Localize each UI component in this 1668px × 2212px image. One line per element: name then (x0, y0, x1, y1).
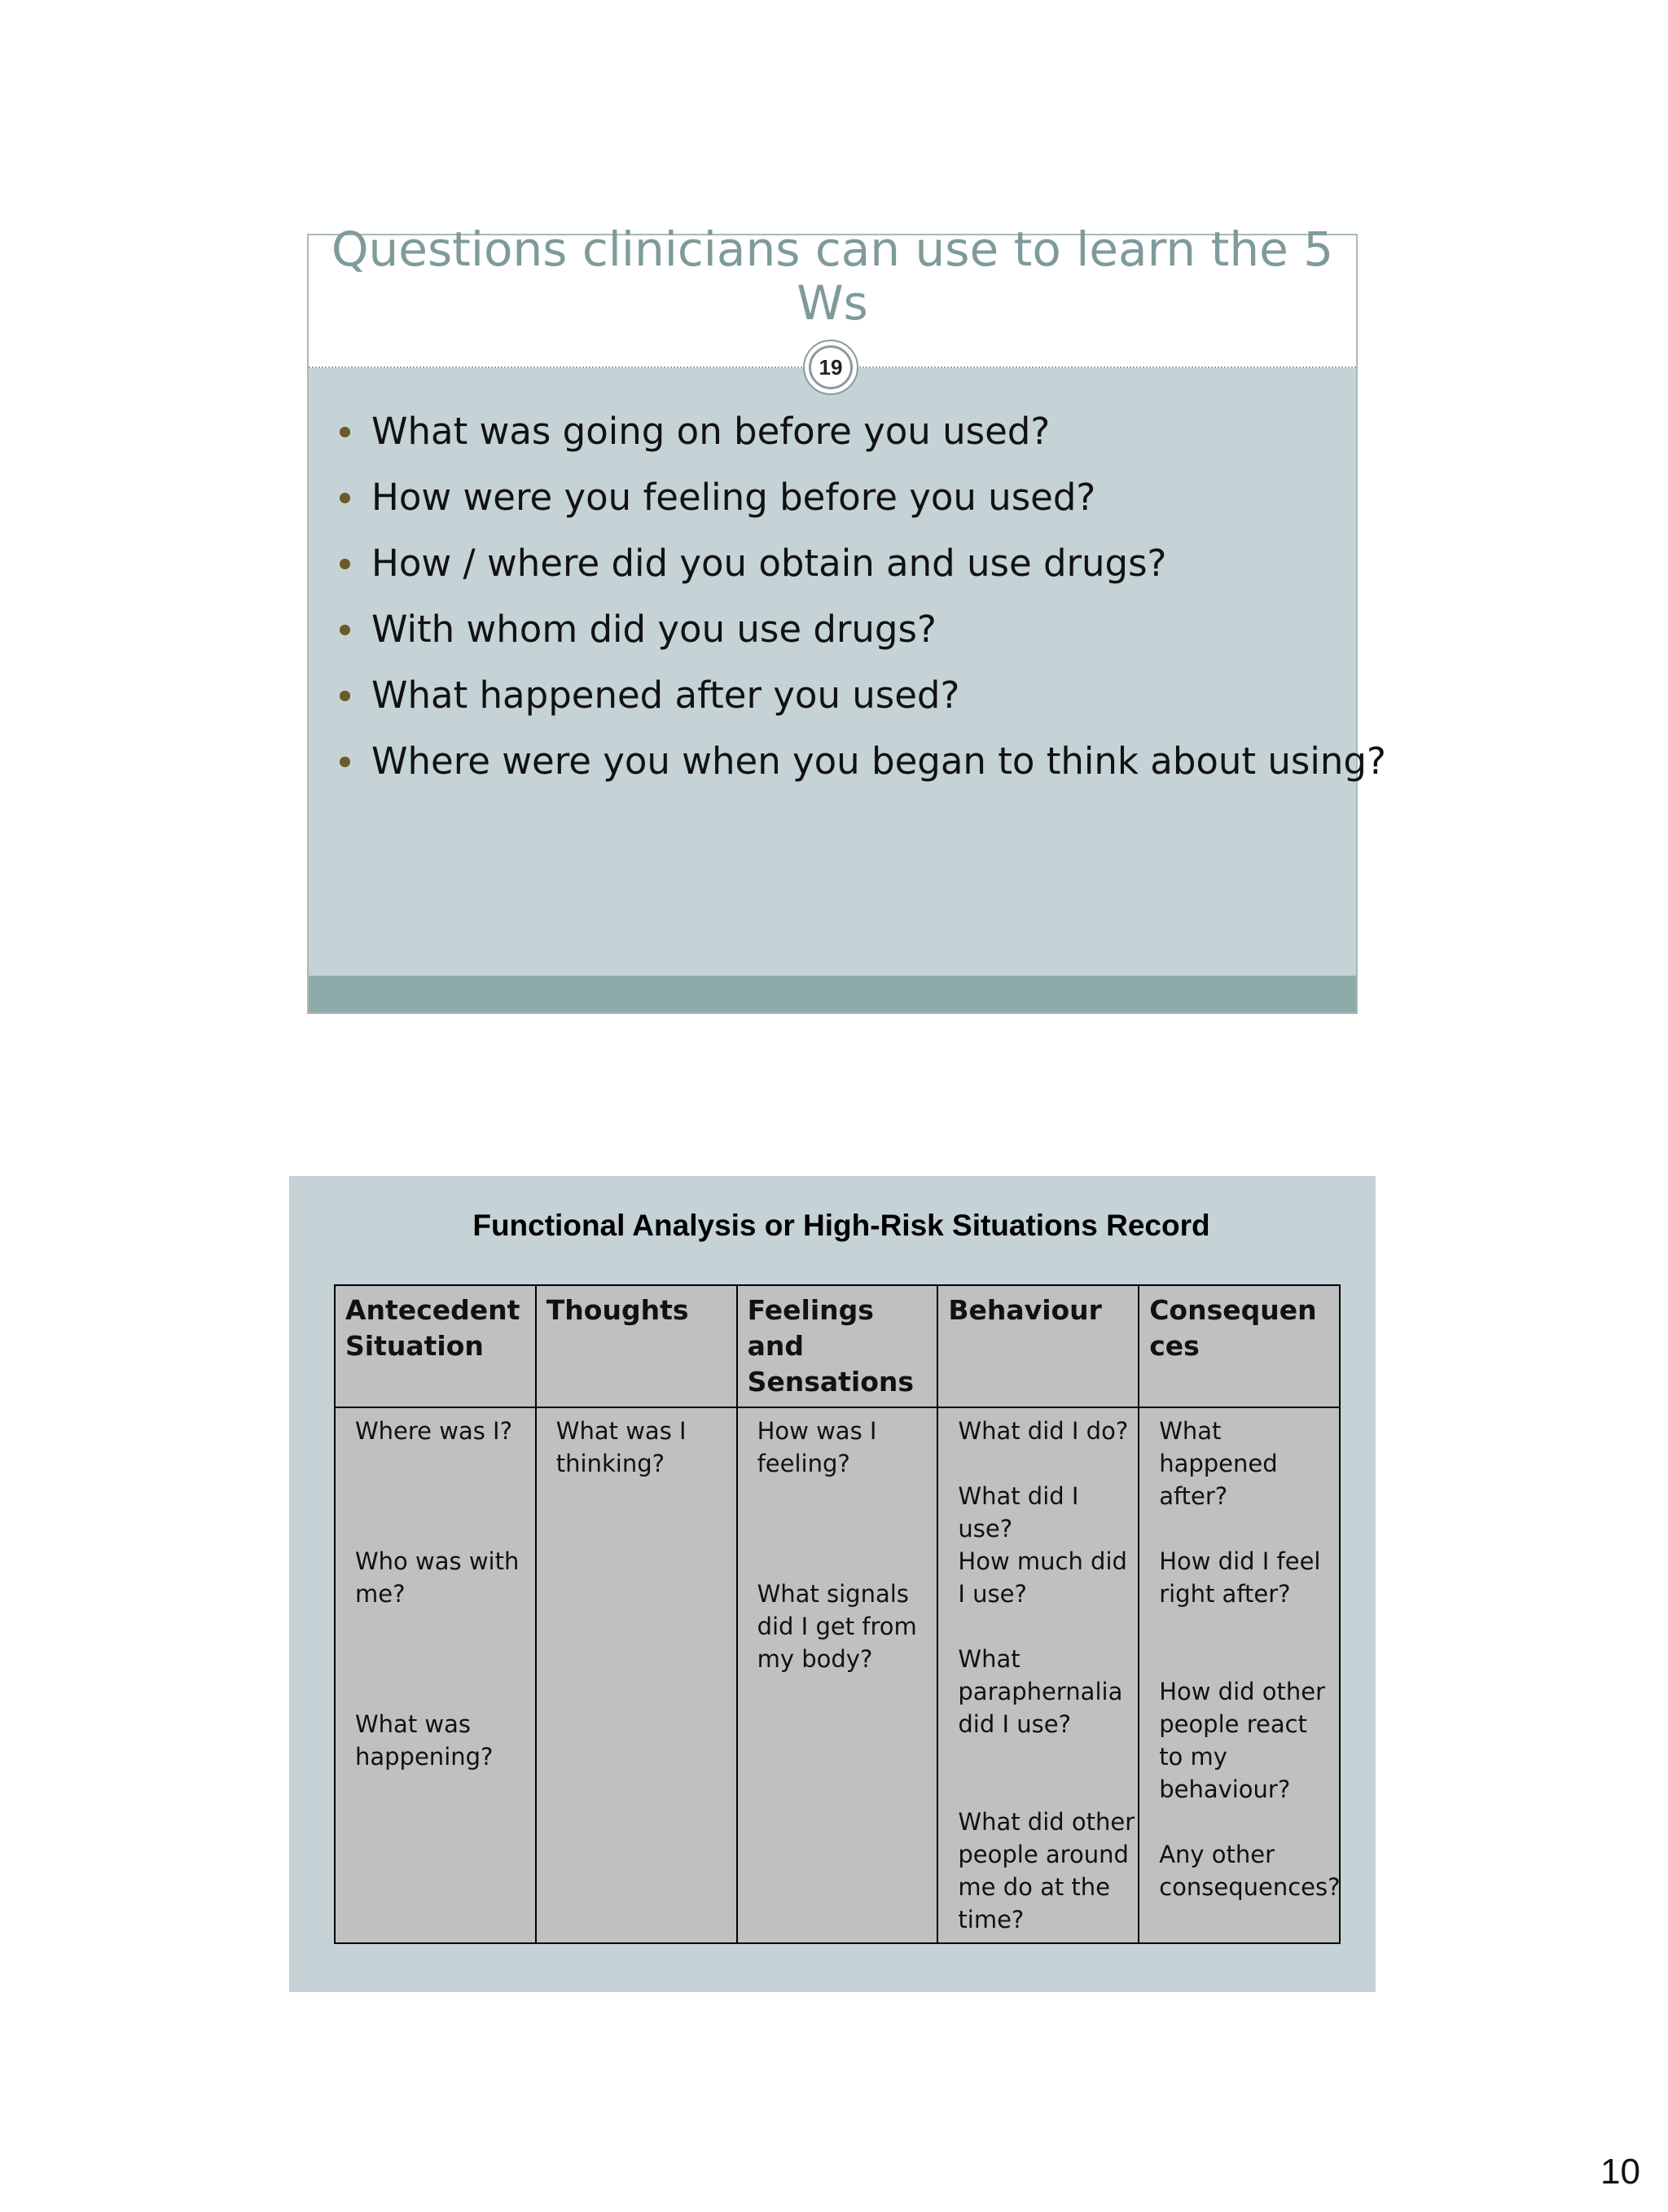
table-header-row (335, 1285, 1340, 1407)
cell-text: Any other consequences? (1159, 1841, 1341, 1901)
cell-text: Who was with me? (355, 1547, 520, 1608)
cell-text: How did I feel right after? (1159, 1547, 1321, 1608)
cell-text: What did I do? (958, 1417, 1129, 1445)
functional-analysis-table (334, 1284, 1341, 1944)
question-item: How were you feeling before you used? (336, 464, 1386, 530)
question-list (336, 398, 1386, 794)
bullet-icon (340, 691, 350, 701)
antecedent-cell (335, 1407, 536, 1943)
behaviour-cell (937, 1407, 1139, 1943)
question-item: With whom did you use drugs? (336, 596, 1386, 662)
column-header: Thoughts (536, 1285, 737, 1407)
slide-number: 19 (809, 345, 853, 389)
bullet-icon (340, 559, 350, 569)
cell-text: How much did I use? (958, 1547, 1127, 1608)
consequences-cell (1139, 1407, 1340, 1943)
cell-text: How was I feeling? (757, 1417, 877, 1477)
cell-text: Where was I? (355, 1417, 513, 1445)
cell-text: What was happening? (355, 1710, 494, 1771)
thoughts-cell (536, 1407, 737, 1943)
cell-text: How did other people react to my behaviour? (1159, 1678, 1326, 1803)
question-item: What was going on before you used? (336, 398, 1386, 464)
cell-text: What paraphernalia did I use? (958, 1645, 1123, 1738)
page-number: 10 (1600, 2152, 1640, 2192)
column-header: Consequences (1139, 1285, 1340, 1407)
column-header: Feelings and Sensations (737, 1285, 938, 1407)
question-item: How / where did you obtain and use drugs? (336, 530, 1386, 596)
column-header: Behaviour (937, 1285, 1139, 1407)
table-row (335, 1407, 1340, 1943)
bullet-icon (340, 757, 350, 767)
column-header: Antecedent Situation (335, 1285, 536, 1407)
slide-title: Functional Analysis or High-Risk Situations Record (472, 1209, 1210, 1242)
cell-text: What did other people around me do at the time? (958, 1808, 1135, 1933)
slide-functional-analysis (289, 1176, 1376, 1992)
slide-footer-bar (309, 976, 1356, 1012)
question-item: What happened after you used? (336, 662, 1386, 728)
slide-19 (307, 222, 1386, 1014)
cell-text: What signals did I get from my body? (757, 1580, 917, 1673)
cell-text: What did I use? (958, 1482, 1079, 1543)
cell-text: What was I thinking? (555, 1417, 687, 1477)
bullet-icon (340, 493, 350, 503)
feelings-cell (737, 1407, 938, 1943)
question-item: Where were you when you began to think about using? (336, 728, 1386, 794)
bullet-icon (340, 625, 350, 635)
slide-number-badge (803, 340, 858, 395)
cell-text: What happened after? (1159, 1417, 1278, 1510)
slide-title: Questions clinicians can use to learn the 5 Ws (331, 222, 1334, 331)
bullet-icon (340, 427, 350, 437)
